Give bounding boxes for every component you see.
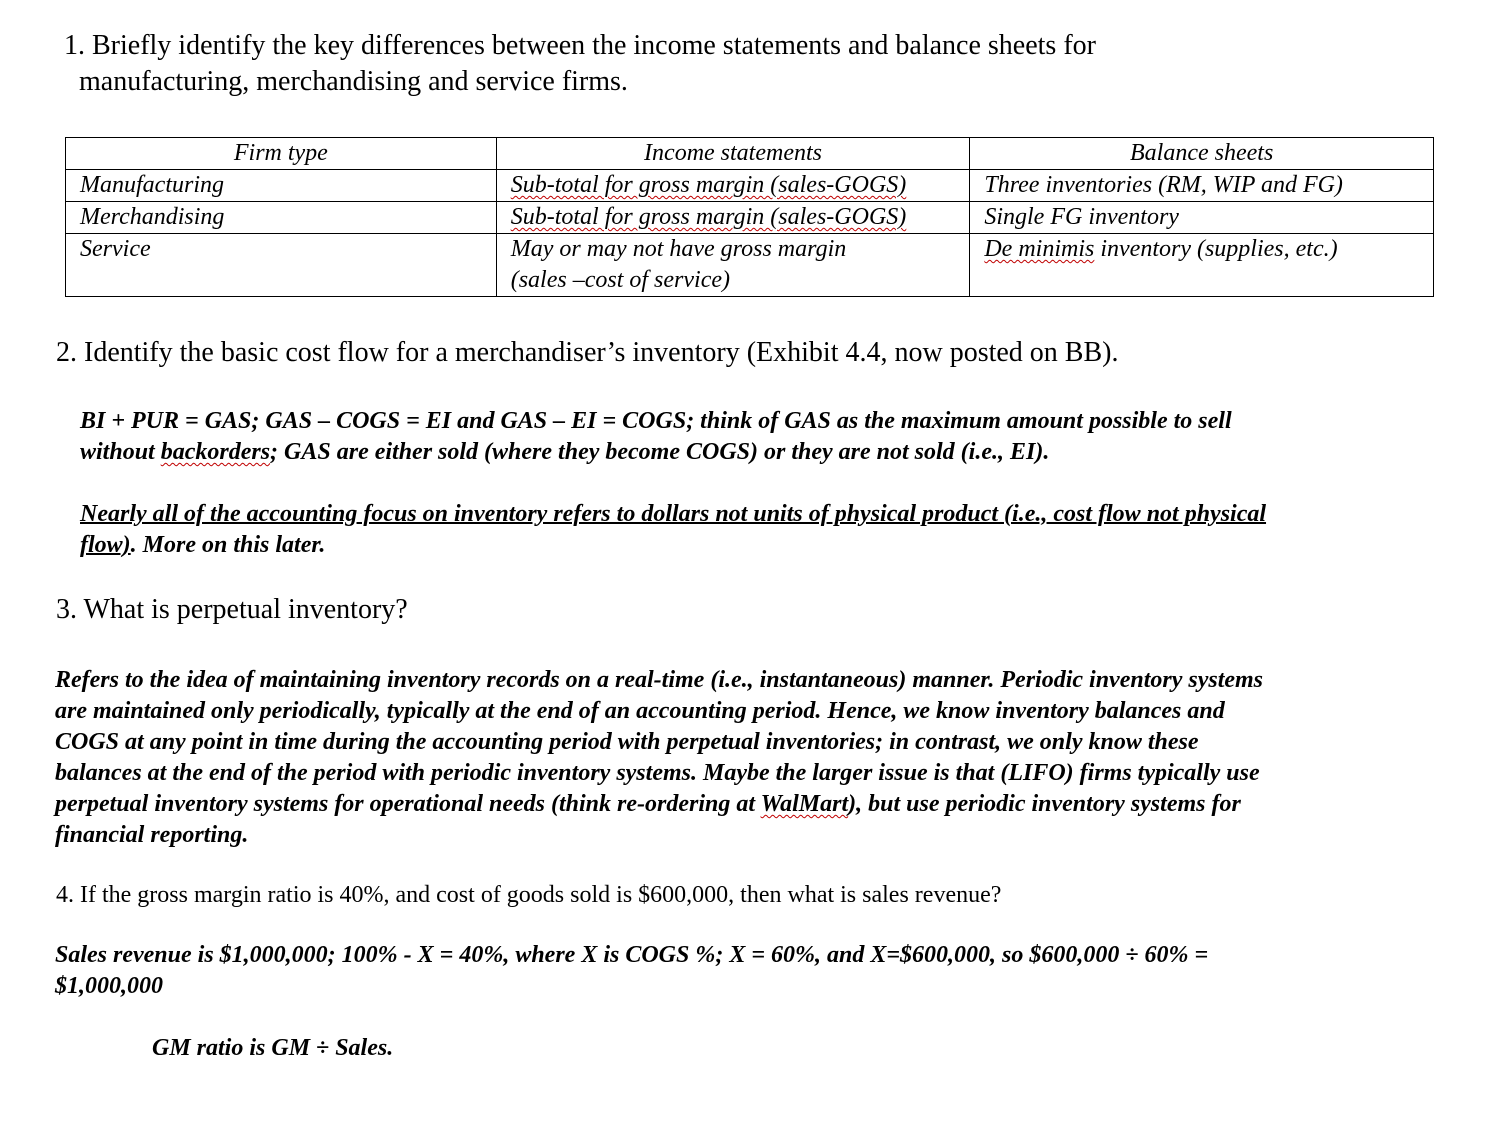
- cell-income-text: Sub-total for gross margin (sales-GOGS): [510, 172, 907, 198]
- note-2: [80, 499, 1460, 561]
- cell-firm: Merchandising: [66, 202, 497, 234]
- cell-firm: Service: [66, 234, 497, 297]
- answer-3-line-6: financial reporting.: [55, 822, 249, 848]
- cell-income-text: Sub-total for gross margin (sales-GOGS): [510, 204, 907, 230]
- answer-2-line-2-post: ; GAS are either sold (where they become COGS) or they are not sold (i.e., EI).: [270, 439, 1050, 465]
- note-2-line-1: Nearly all of the accounting focus on inventory refers to dollars not units of physical product (i.e., cost flow not physical: [80, 501, 1267, 527]
- table-header-row: [66, 138, 1434, 170]
- answer-3-walmart: WalMart: [760, 791, 849, 817]
- table-row: [66, 202, 1434, 234]
- answer-3-line-1: Refers to the idea of maintaining inventory records on a real-time (i.e., instantaneous) manner. Periodic inventory systems: [55, 667, 1264, 693]
- cell-income-line-2: (sales –cost of service): [510, 267, 730, 293]
- question-1-line-1: 1. Briefly identify the key differences between the income statements and balance sheets for: [64, 30, 1096, 61]
- answer-3-line-2: are maintained only periodically, typically at the end of an accounting period. Hence, we know inventory balances and: [55, 698, 1225, 724]
- answer-4: [55, 940, 1455, 1002]
- answer-2-line-2-pre: without: [80, 439, 161, 465]
- answer-3-line-5-post: ), but use periodic inventory systems for: [848, 791, 1241, 817]
- cell-balance: Three inventories (RM, WIP and FG): [970, 170, 1434, 202]
- question-1: [64, 28, 1096, 100]
- question-3: 3. What is perpetual inventory?: [56, 594, 408, 625]
- question-1-line-2: manufacturing, merchandising and service firms.: [79, 66, 628, 97]
- note-2-line-2-underlined: flow): [80, 532, 131, 558]
- header-income-statements: Income statements: [496, 138, 970, 170]
- answer-4-note: GM ratio is GM ÷ Sales.: [152, 1035, 394, 1061]
- cell-firm: Manufacturing: [66, 170, 497, 202]
- firm-comparison-table: [65, 137, 1434, 297]
- table-row: [66, 170, 1434, 202]
- answer-3-line-3: COGS at any point in time during the accounting period with perpetual inventories; in contrast, we only know these: [55, 729, 1199, 755]
- note-2-line-2-rest: . More on this later.: [130, 532, 326, 558]
- cell-income: [496, 170, 970, 202]
- header-firm-type: Firm type: [66, 138, 497, 170]
- answer-4-line-2: $1,000,000: [55, 973, 163, 999]
- answer-3: [55, 665, 1465, 851]
- cell-balance: Single FG inventory: [970, 202, 1434, 234]
- cell-balance-de-minimis: De minimis: [984, 236, 1095, 262]
- cell-balance-rest: inventory (supplies, etc.): [1094, 236, 1338, 262]
- cell-income: [496, 202, 970, 234]
- header-balance-sheets: Balance sheets: [970, 138, 1434, 170]
- question-4: 4. If the gross margin ratio is 40%, and cost of goods sold is $600,000, then what is sales revenue?: [56, 882, 1002, 908]
- answer-3-line-5-pre: perpetual inventory systems for operational needs (think re-ordering at: [55, 791, 761, 817]
- answer-2: [80, 406, 1440, 468]
- answer-3-line-4: balances at the end of the period with periodic inventory systems. Maybe the larger issue is that (LIFO) firms typically use: [55, 760, 1260, 786]
- table-row: [66, 234, 1434, 297]
- cell-balance: [970, 234, 1434, 297]
- question-2: 2. Identify the basic cost flow for a merchandiser’s inventory (Exhibit 4.4, now posted on BB).: [56, 337, 1119, 368]
- cell-income: [496, 234, 970, 297]
- answer-4-line-1: Sales revenue is $1,000,000; 100% - X = 40%, where X is COGS %; X = 60%, and X=$600,000, so $600,000 ÷ 60% =: [55, 942, 1209, 968]
- cell-income-line-1: May or may not have gross margin: [510, 236, 847, 262]
- answer-2-backorders: backorders: [160, 439, 271, 465]
- answer-2-line-1: BI + PUR = GAS; GAS – COGS = EI and GAS – EI = COGS; think of GAS as the maximum amount possible to sell: [80, 408, 1232, 434]
